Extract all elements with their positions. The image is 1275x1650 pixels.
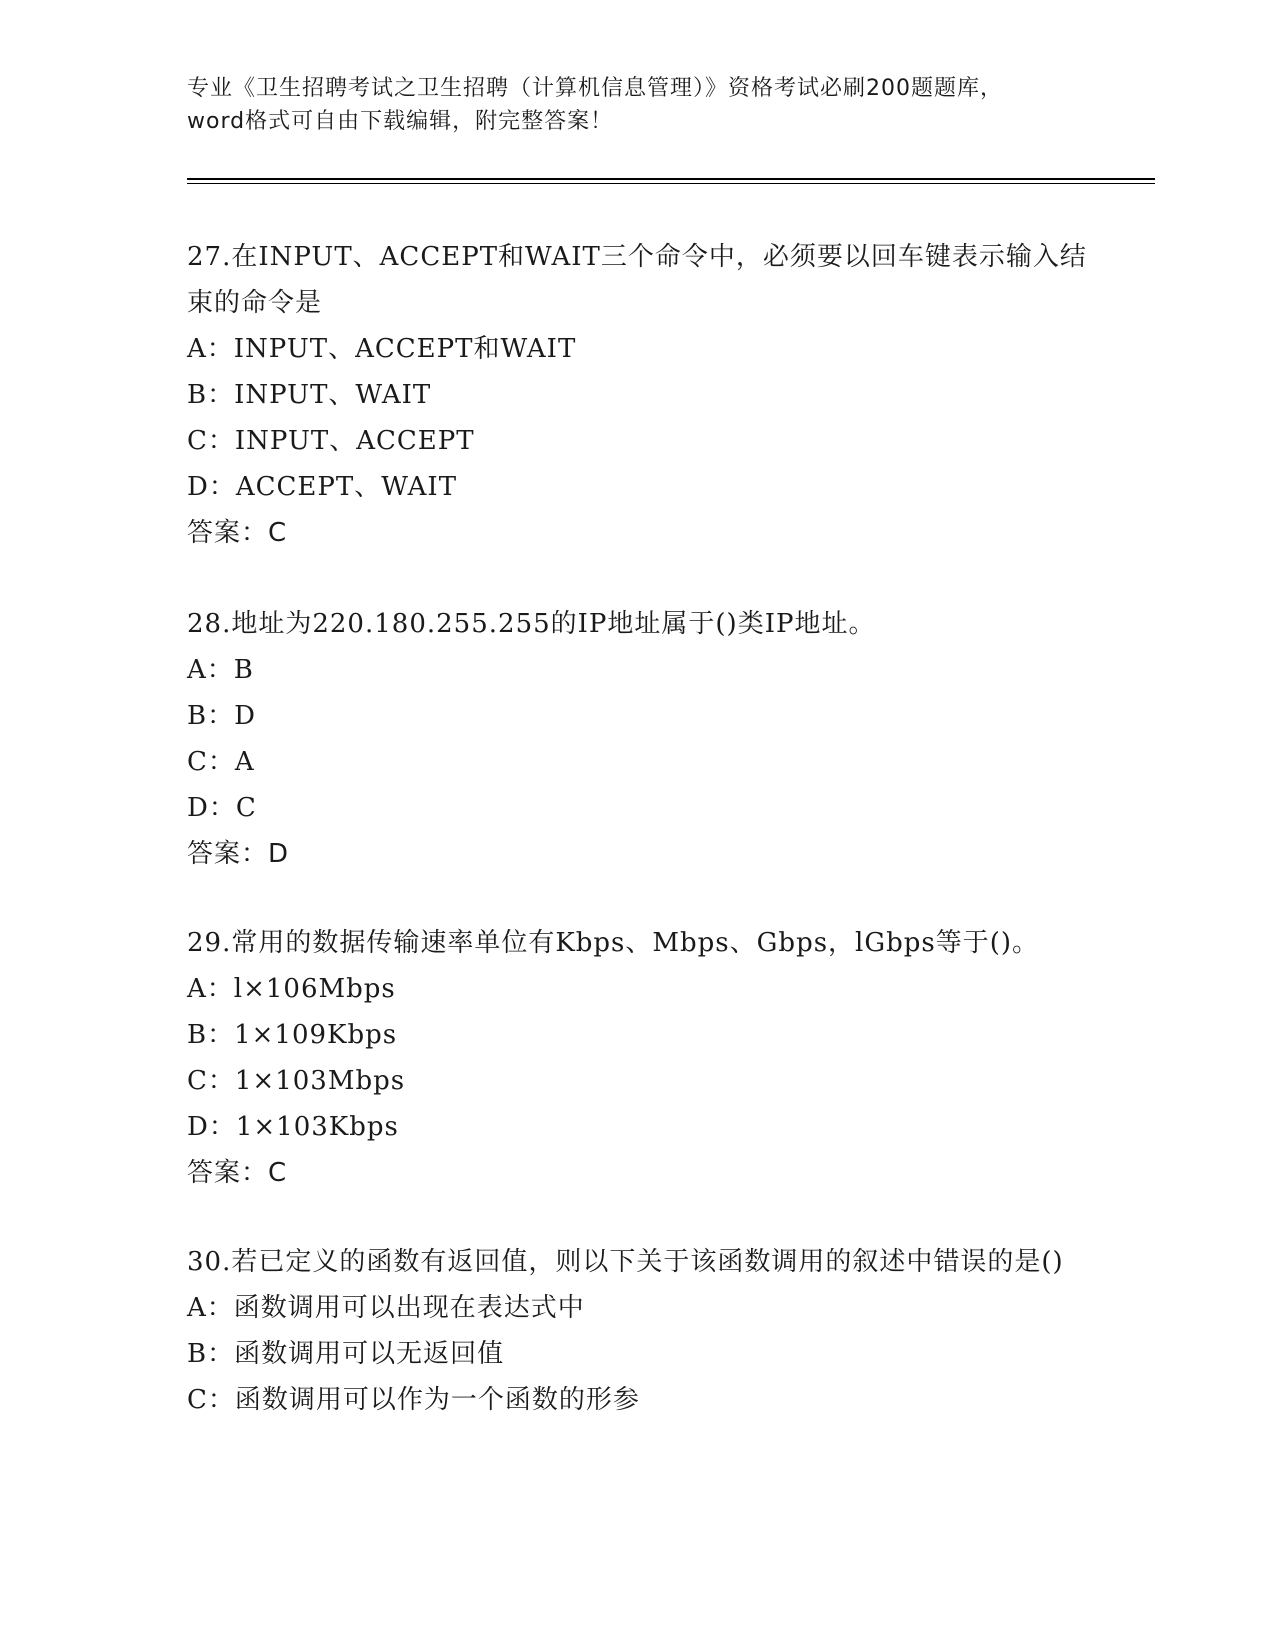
question-stem: 30.若已定义的函数有返回值，则以下关于该函数调用的叙述中错误的是(): [187, 1247, 1064, 1277]
question-stem: 27.在INPUT、ACCEPT和WAIT三个命令中，必须要以回车键表示输入结束的命令是: [187, 242, 1087, 318]
option-a: A：INPUT、ACCEPT和WAIT: [187, 334, 577, 364]
header-line-2: word格式可自由下载编辑，附完整答案！: [187, 109, 614, 134]
answer-line: 答案：D: [187, 839, 290, 869]
option-a: A：B: [187, 655, 254, 685]
option-b: B：INPUT、WAIT: [187, 380, 432, 410]
option-d: D：C: [187, 793, 257, 823]
option-d: D：ACCEPT、WAIT: [187, 472, 458, 502]
header-divider-thin: [187, 183, 1155, 184]
option-c: C：INPUT、ACCEPT: [187, 426, 475, 456]
question-stem: 29.常用的数据传输速率单位有Kbps、Mbps、Gbps，lGbps等于()。: [187, 928, 1040, 958]
question-stem: 28.地址为220.180.255.255的IP地址属于()类IP地址。: [187, 609, 876, 639]
header-divider-thick: [187, 178, 1155, 180]
option-b: B：1×109Kbps: [187, 1020, 398, 1050]
question-27: [187, 234, 1087, 556]
option-d: D：1×103Kbps: [187, 1112, 399, 1142]
question-30: [187, 1239, 1087, 1423]
answer-line: 答案：C: [187, 518, 288, 548]
option-a: A：l×106Mbps: [187, 974, 396, 1004]
question-29: [187, 920, 1087, 1196]
option-c: C：A: [187, 747, 255, 777]
option-c: C：函数调用可以作为一个函数的形参: [187, 1385, 640, 1415]
answer-line: 答案：C: [187, 1158, 288, 1188]
option-c: C：1×103Mbps: [187, 1066, 406, 1096]
header-line-1: 专业《卫生招聘考试之卫生招聘（计算机信息管理）》资格考试必刷200题题库，: [187, 76, 1003, 101]
option-b: B：D: [187, 701, 256, 731]
option-a: A：函数调用可以出现在表达式中: [187, 1293, 585, 1323]
question-28: [187, 601, 1087, 877]
option-b: B：函数调用可以无返回值: [187, 1339, 505, 1369]
document-header: [187, 72, 1087, 138]
